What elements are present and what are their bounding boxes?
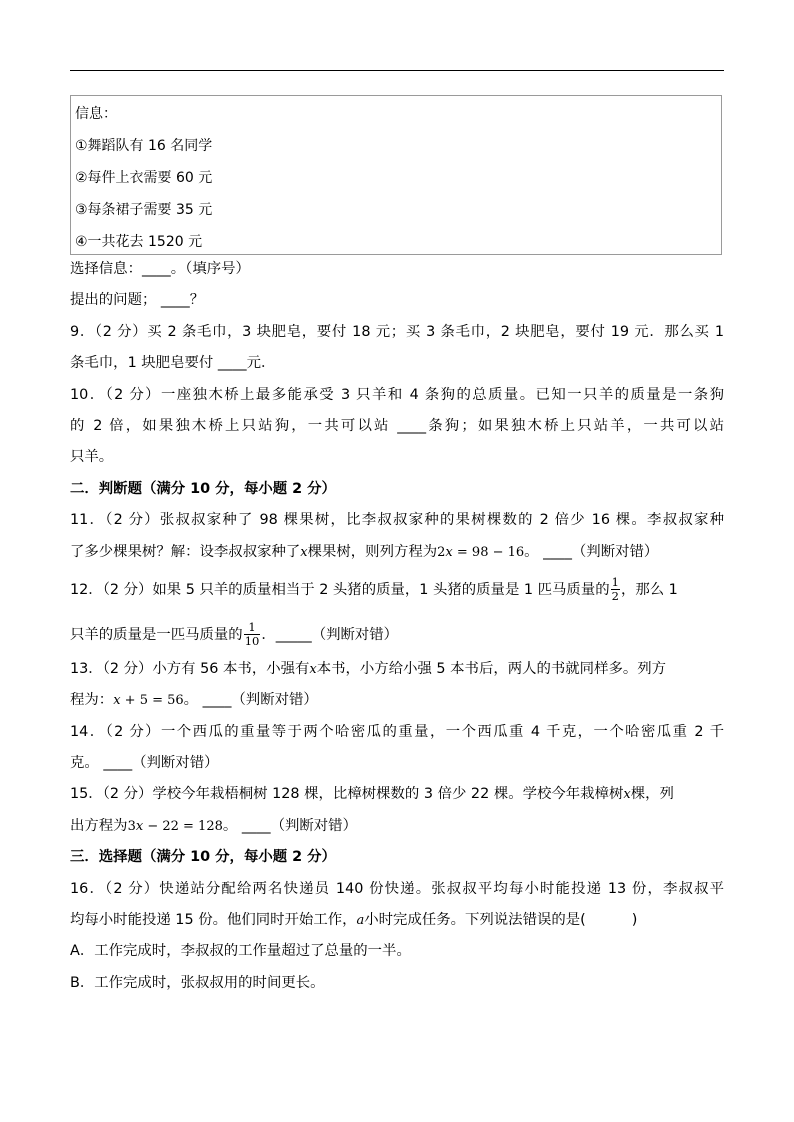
- info-item-2: ②每件上衣需要 60 元: [75, 170, 213, 186]
- q16-text-b: 小时完成任务。下列说法错误的是: [364, 912, 581, 929]
- q13-text-d: 。 ____（判断对错）: [183, 692, 318, 709]
- q10-line-3: 只羊。: [70, 449, 114, 466]
- q15-equation: 3x − 22 = 128: [127, 818, 223, 834]
- q8-question-line: 提出的问题； ____？: [70, 292, 205, 309]
- q9-line-2: 条毛巾，1 块肥皂要付 ____元．: [70, 355, 276, 372]
- q13-text-c: 程为：: [70, 692, 114, 709]
- info-title: 信息：: [75, 106, 117, 122]
- q12-line-1: [70, 568, 724, 612]
- q16-answer-paren: ( ): [580, 912, 638, 929]
- q12-fraction-tenth: $\frac{1}{10}$: [244, 620, 260, 649]
- question-list: [70, 254, 724, 999]
- q15-line-1: [70, 779, 724, 810]
- q16-text-a: 均每小时能投递 15 份。他们同时开始工作，: [70, 912, 357, 929]
- q13-line-2: [70, 685, 724, 716]
- q12-text-d: ．_____（判断对错）: [261, 626, 399, 643]
- header-rule: [70, 70, 724, 71]
- q11-line-2: [70, 537, 724, 568]
- q12-line-2: [70, 612, 724, 654]
- q11-text-a: 了多少棵果树？解：设李叔叔家种了: [70, 543, 301, 560]
- q15-text-c: 出方程为: [70, 817, 128, 834]
- q11-line-1: 11．（2 分）张叔叔家种了 98 棵果树，比李叔叔家种的果树棵数的 2 倍少 16 棵。李叔叔家种: [70, 512, 724, 529]
- q10-line-1: 10．（2 分）一座独木桥上最多能承受 3 只羊和 4 条狗的总质量。已知一只羊的质量是一条狗: [70, 386, 724, 403]
- q15-line-2: [70, 811, 724, 842]
- q9-line-1: 9．（2 分）买 2 条毛巾，3 块肥皂，要付 18 元；买 3 条毛巾，2 块肥皂，要付 19 元．那么买 1: [70, 323, 724, 340]
- q13-equation: x + 5 = 56: [113, 693, 184, 709]
- q10-line-2: 的 2 倍，如果独木桥上只站狗，一共可以站 ____条狗；如果独木桥上只站羊，一共可以站: [70, 417, 724, 434]
- q13-text-b: 本书，小方给小强 5 本书后，两人的书就同样多。列方: [316, 660, 667, 677]
- q11-equation: 2x = 98 − 16: [437, 544, 525, 560]
- q16-line-2: [70, 905, 724, 936]
- q8-choose-line: 选择信息：____。（填序号）: [70, 261, 250, 277]
- q16-option-b: B．工作完成时，张叔叔用的时间更长。: [70, 974, 325, 991]
- info-box: [70, 95, 722, 255]
- info-item-1: ①舞蹈队有 16 名同学: [75, 138, 213, 154]
- q12-fraction-half: $\frac{1}{2}$: [611, 575, 619, 604]
- section-3-title: 三．选择题（满分 10 分，每小题 2 分）: [70, 849, 336, 866]
- q11-text-b: 棵果树，则列方程为: [307, 543, 438, 560]
- q13-line-1: [70, 654, 724, 685]
- info-item-3: ③每条裙子需要 35 元: [75, 202, 213, 218]
- q16-var-a: a: [356, 913, 365, 929]
- q15-var-x: x: [623, 787, 631, 803]
- q14-line-2: 克。 ____（判断对错）: [70, 755, 219, 772]
- q11-text-c: 。 ____（判断对错）: [524, 543, 659, 560]
- q11-var-x: x: [300, 544, 308, 560]
- q12-text-c: 只羊的质量是一匹马质量的: [70, 626, 243, 643]
- section-2-title: 二．判断题（满分 10 分，每小题 2 分）: [70, 480, 336, 497]
- q16-line-1: 16．（2 分）快递站分配给两名快递员 140 份快递。张叔叔平均每小时能投递 13 份，李叔叔平: [70, 880, 724, 897]
- q12-text-b: ，那么 1: [620, 581, 678, 598]
- q15-text-d: 。 ____（判断对错）: [222, 817, 357, 834]
- q14-line-1: 14．（2 分）一个西瓜的重量等于两个哈密瓜的重量，一个西瓜重 4 千克，一个哈密瓜重 2 千: [70, 723, 724, 740]
- info-item-4: ④一共花去 1520 元: [75, 234, 203, 250]
- q13-var-x: x: [309, 661, 317, 677]
- q13-text-a: 13．（2 分）小方有 56 本书，小强有: [70, 660, 310, 677]
- q16-option-a: A．工作完成时，李叔叔的工作量超过了总量的一半。: [70, 943, 411, 960]
- q15-text-a: 15．（2 分）学校今年栽梧桐树 128 棵，比樟树棵数的 3 倍少 22 棵。学校今年栽樟树: [70, 786, 624, 803]
- q12-text-a: 12．（2 分）如果 5 只羊的质量相当于 2 头猪的质量，1 头猪的质量是 1 匹马质量的: [70, 581, 610, 598]
- q15-text-b: 棵，列: [630, 786, 674, 803]
